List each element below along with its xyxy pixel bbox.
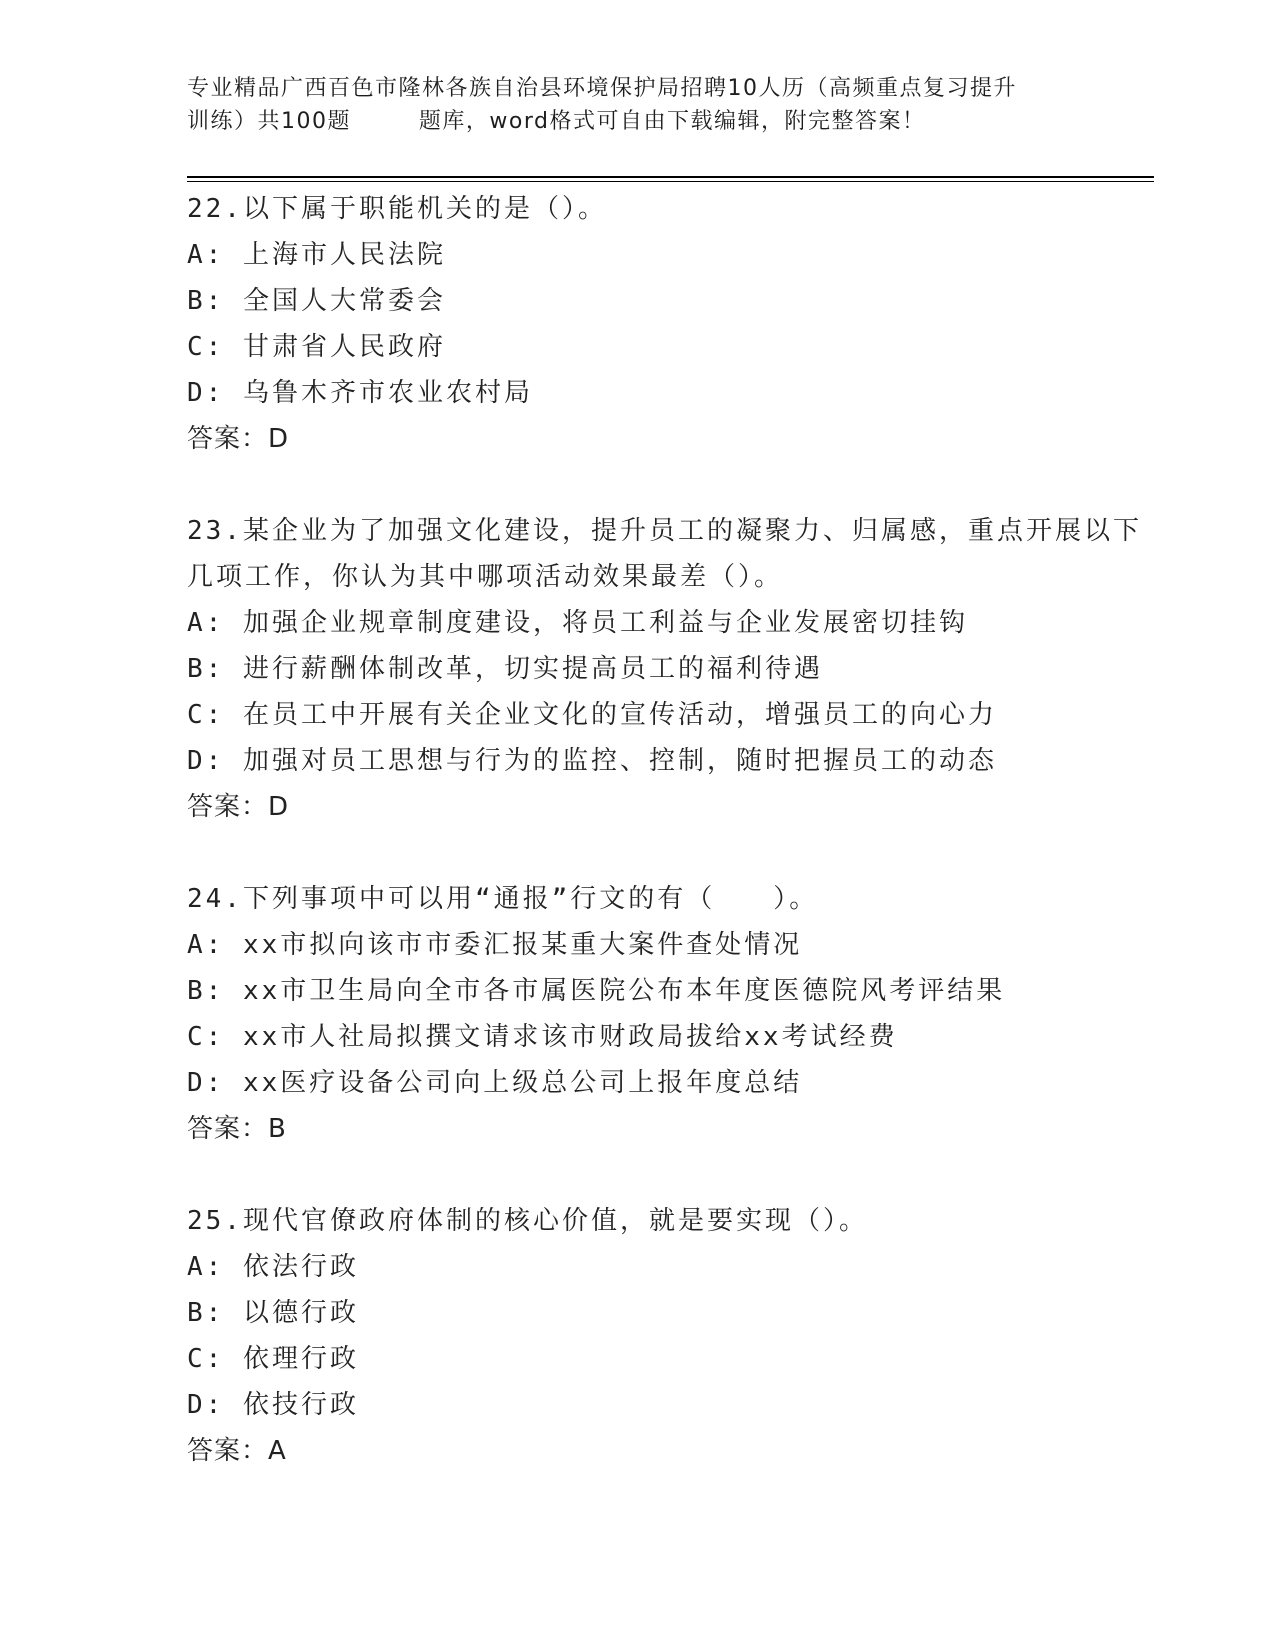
question-text: 22.以下属于职能机关的是（）。: [187, 194, 607, 224]
answer: 答案：D: [187, 424, 290, 454]
question-25: [187, 1198, 1147, 1474]
option-a: A: 上海市人民法院: [187, 240, 446, 270]
question-22: [187, 186, 1147, 462]
document-header: [187, 72, 1087, 138]
option-c: C: 甘肃省人民政府: [187, 332, 446, 362]
option-d: D: xx医疗设备公司向上级总公司上报年度总结: [187, 1068, 803, 1098]
question-24: [187, 876, 1147, 1152]
option-b: B: xx市卫生局向全市各市属医院公布本年度医德院风考评结果: [187, 976, 1006, 1006]
option-a: A: 加强企业规章制度建设，将员工利益与企业发展密切挂钩: [187, 608, 968, 638]
option-d: D: 乌鲁木齐市农业农村局: [187, 378, 533, 408]
option-a: A: 依法行政: [187, 1252, 359, 1282]
header-line-1: 专业精品广西百色市隆林各族自治县环境保护局招聘10人历（高频重点复习提升: [187, 76, 1017, 101]
question-text: 25.现代官僚政府体制的核心价值，就是要实现（）。: [187, 1206, 868, 1236]
answer: 答案：B: [187, 1114, 287, 1144]
option-d: D: 加强对员工思想与行为的监控、控制，随时把握员工的动态: [187, 746, 997, 776]
header-divider: [187, 176, 1154, 178]
option-b: B: 全国人大常委会: [187, 286, 446, 316]
question-list: [187, 186, 1147, 1520]
option-a: A: xx市拟向该市市委汇报某重大案件查处情况: [187, 930, 803, 960]
option-b: B: 进行薪酬体制改革，切实提高员工的福利待遇: [187, 654, 823, 684]
option-c: C: xx市人社局拟撰文请求该市财政局拔给xx考试经费: [187, 1022, 898, 1052]
header-line-2: 训练）共100题 题库，word格式可自由下载编辑，附完整答案！: [187, 109, 926, 134]
answer: 答案：D: [187, 792, 290, 822]
option-c: C: 依理行政: [187, 1344, 359, 1374]
question-23: [187, 508, 1147, 830]
option-c: C: 在员工中开展有关企业文化的宣传活动，增强员工的向心力: [187, 700, 997, 730]
header-divider-thin: [187, 181, 1154, 182]
question-text: 24.下列事项中可以用“通报”行文的有（ ）。: [187, 884, 819, 914]
option-b: B: 以德行政: [187, 1298, 359, 1328]
option-d: D: 依技行政: [187, 1390, 359, 1420]
question-text: 23.某企业为了加强文化建设，提升员工的凝聚力、归属感，重点开展以下几项工作，你认为其中哪项活动效果最差（）。: [187, 516, 1142, 592]
answer: 答案：A: [187, 1436, 287, 1466]
